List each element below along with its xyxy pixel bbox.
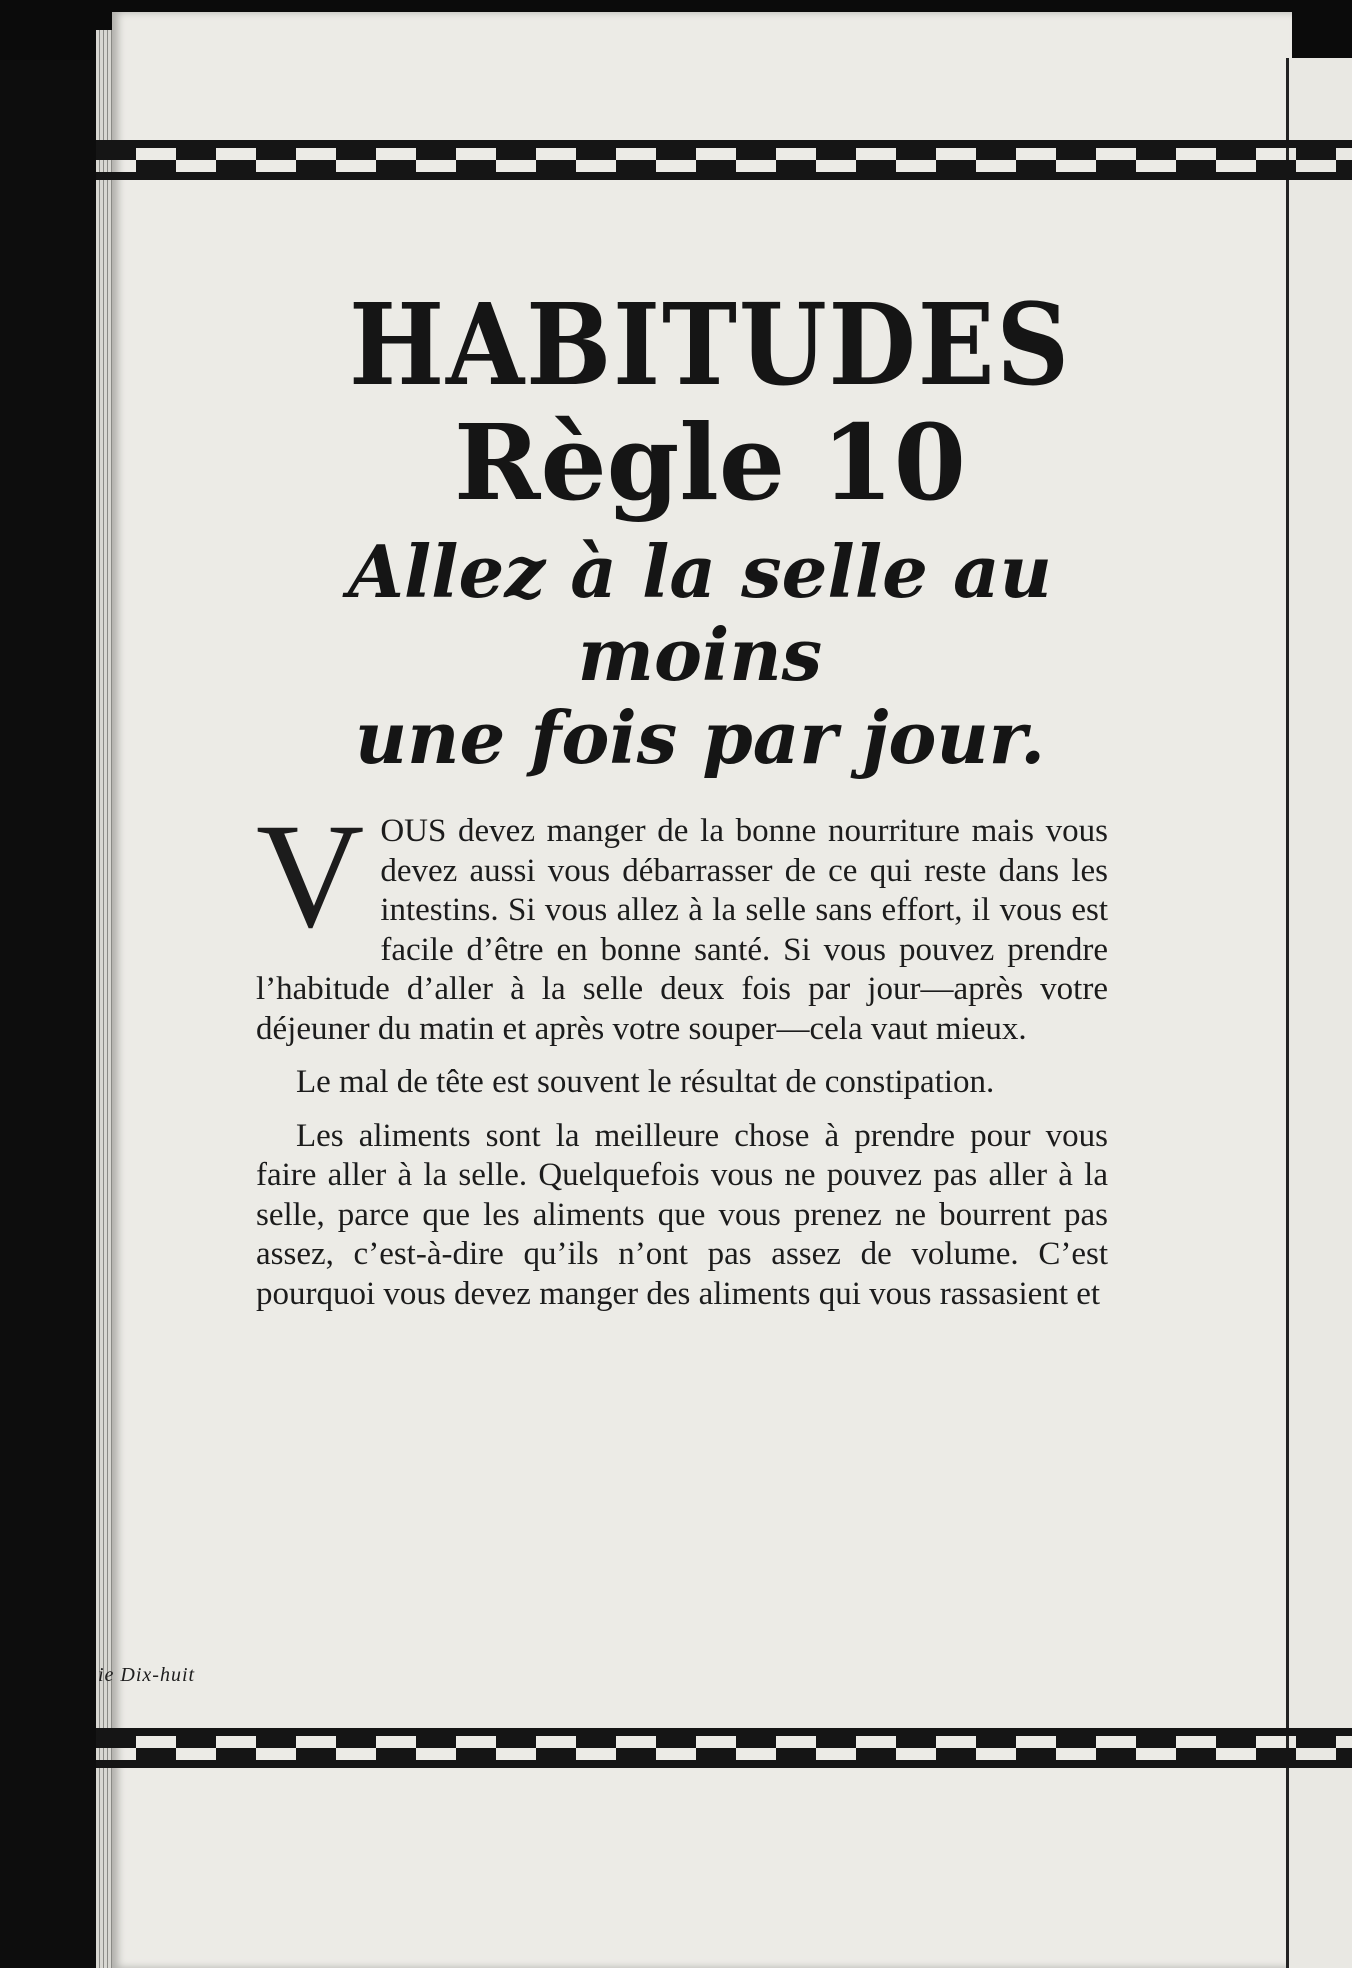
paragraph-1-text: OUS devez manger de la bonne nourriture mais vous devez aussi vous débarrasser de ce qui reste dans les intestins. Si vous allez à la selle sans effort, il vous est facile d’être en bonne santé. Si vous pouvez prendre l’habitude d’aller à la selle deux fois par jour—après votre déjeuner du matin et après votre souper—cela vaut mieux. — [256, 813, 1108, 1047]
facing-page-edge — [1286, 58, 1352, 1968]
page-title: HABITUDES — [349, 280, 1071, 411]
rule-number: Règle 10 — [454, 401, 966, 524]
body-text — [256, 793, 1108, 1314]
heading-block — [300, 280, 1120, 780]
page-number-label: ie Dix-huit — [98, 1664, 196, 1686]
paragraph-1 — [256, 793, 1108, 1049]
drop-cap: V — [256, 793, 365, 959]
bottom-decorative-border — [96, 1728, 1352, 1768]
top-decorative-border — [96, 140, 1352, 180]
rule-subtitle — [280, 531, 1120, 779]
subtitle-line-2: une fois par jour. — [354, 694, 1046, 780]
paragraph-3: Les aliments sont la meilleure chose à prendre pour vous faire aller à la selle. Quelquefois vous ne pouvez pas aller à la selle, parce que les aliments que vous prenez ne bourrent pas assez, c’est-à-dire qu’ils n’ont pas assez de volume. C’est pourquoi vous devez manger des aliments qui vous rassasient et — [256, 1117, 1108, 1312]
subtitle-line-1: Allez à la selle au moins — [347, 529, 1053, 697]
paragraph-2: Le mal de tête est souvent le résultat de constipation. — [296, 1064, 995, 1100]
